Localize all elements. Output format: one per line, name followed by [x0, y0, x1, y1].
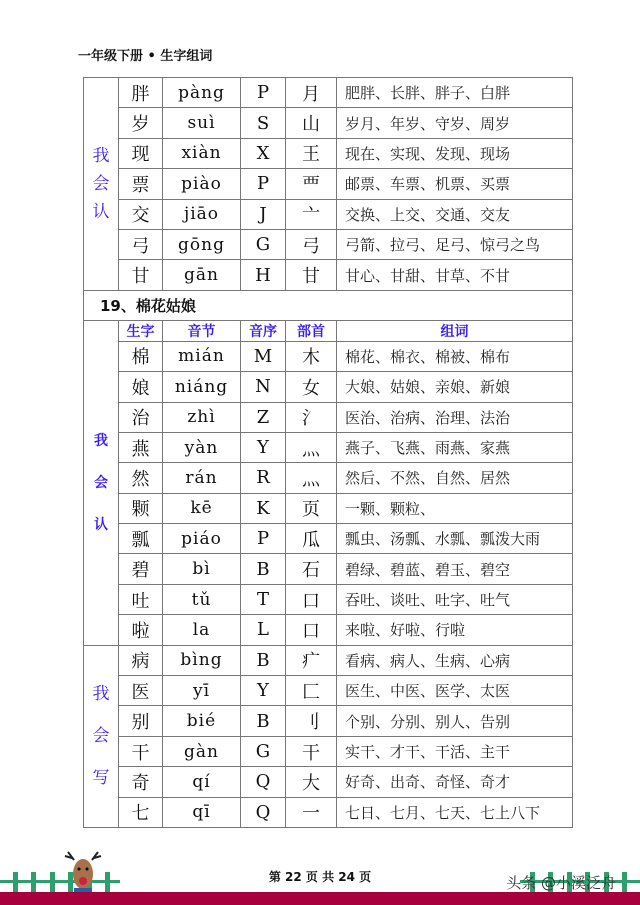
- words-cell: 邮票、车票、机票、买票: [337, 169, 573, 199]
- radical-cell: 石: [286, 554, 337, 584]
- table-row: [84, 138, 573, 168]
- radical-cell: 干: [286, 736, 337, 766]
- order-cell: N: [241, 372, 286, 402]
- order-cell: P: [241, 524, 286, 554]
- order-cell: R: [241, 463, 286, 493]
- group-label-char: 会: [92, 726, 110, 747]
- order-cell: B: [241, 554, 286, 584]
- radical-cell: 女: [286, 372, 337, 402]
- order-cell: P: [241, 78, 286, 108]
- column-header: 组词: [337, 320, 573, 341]
- character-cell: 瓢: [119, 524, 163, 554]
- group-label-char: 我: [92, 145, 110, 166]
- group-label: [84, 645, 119, 827]
- column-header: 生字: [119, 320, 163, 341]
- table-row: [84, 432, 573, 462]
- vocab-table: [83, 77, 573, 828]
- words-cell: 甘心、甘甜、甘草、不甘: [337, 260, 573, 290]
- order-cell: Z: [241, 402, 286, 432]
- character-cell: 娘: [119, 372, 163, 402]
- radical-cell: 口: [286, 584, 337, 614]
- table-row: [84, 463, 573, 493]
- character-cell: 票: [119, 169, 163, 199]
- radical-cell: 疒: [286, 645, 337, 675]
- group-label-char: 写: [92, 768, 110, 789]
- table-row: [84, 736, 573, 766]
- pinyin-cell: jiāo: [163, 199, 241, 229]
- group-label-char: 我: [92, 684, 110, 705]
- radical-cell: 氵: [286, 402, 337, 432]
- words-cell: 个别、分别、别人、告别: [337, 706, 573, 736]
- table-row: [84, 229, 573, 259]
- character-cell: 干: [119, 736, 163, 766]
- character-cell: 别: [119, 706, 163, 736]
- pinyin-cell: suì: [163, 108, 241, 138]
- radical-cell: 灬: [286, 432, 337, 462]
- table-row: [84, 260, 573, 290]
- radical-cell: 木: [286, 341, 337, 371]
- character-cell: 吐: [119, 584, 163, 614]
- order-cell: Q: [241, 797, 286, 827]
- words-cell: 碧绿、碧蓝、碧玉、碧空: [337, 554, 573, 584]
- character-cell: 治: [119, 402, 163, 432]
- pinyin-cell: rán: [163, 463, 241, 493]
- pinyin-cell: zhì: [163, 402, 241, 432]
- order-cell: Y: [241, 676, 286, 706]
- character-cell: 交: [119, 199, 163, 229]
- order-cell: L: [241, 615, 286, 645]
- radical-cell: 页: [286, 493, 337, 523]
- words-cell: 瓢虫、汤瓢、水瓢、瓢泼大雨: [337, 524, 573, 554]
- pinyin-cell: qī: [163, 797, 241, 827]
- table-row: [84, 169, 573, 199]
- character-cell: 弓: [119, 229, 163, 259]
- radical-cell: 匚: [286, 676, 337, 706]
- pinyin-cell: piáo: [163, 524, 241, 554]
- radical-cell: 亠: [286, 199, 337, 229]
- page-header: 一年级下册 • 生字组词: [78, 49, 213, 64]
- table-row: [84, 645, 573, 675]
- pinyin-cell: bì: [163, 554, 241, 584]
- order-cell: G: [241, 229, 286, 259]
- table-row: [84, 402, 573, 432]
- order-cell: M: [241, 341, 286, 371]
- order-cell: P: [241, 169, 286, 199]
- page-number: 第 22 页 共 24 页: [268, 870, 372, 884]
- table-row: [84, 615, 573, 645]
- table-row: [84, 676, 573, 706]
- character-cell: 燕: [119, 432, 163, 462]
- table-row: [84, 78, 573, 108]
- pinyin-cell: qí: [163, 767, 241, 797]
- table-row: [84, 372, 573, 402]
- lesson-title: 19、棉花姑娘: [84, 290, 573, 320]
- table-row: [84, 493, 573, 523]
- words-cell: 好奇、出奇、奇怪、奇才: [337, 767, 573, 797]
- character-cell: 奇: [119, 767, 163, 797]
- footer-strip: [0, 892, 640, 905]
- pinyin-cell: la: [163, 615, 241, 645]
- character-cell: 颗: [119, 493, 163, 523]
- column-header: 音序: [241, 320, 286, 341]
- watermark: 头条 @小溪泛舟: [506, 874, 616, 892]
- character-cell: 现: [119, 138, 163, 168]
- words-cell: 肥胖、长胖、胖子、白胖: [337, 78, 573, 108]
- pinyin-cell: kē: [163, 493, 241, 523]
- character-cell: 七: [119, 797, 163, 827]
- words-cell: 交换、上交、交通、交友: [337, 199, 573, 229]
- group-label-char: 会: [92, 173, 110, 194]
- words-cell: 岁月、年岁、守岁、周岁: [337, 108, 573, 138]
- pinyin-cell: yàn: [163, 432, 241, 462]
- group-label: [84, 78, 119, 291]
- pinyin-cell: xiàn: [163, 138, 241, 168]
- column-headers: [84, 320, 573, 341]
- radical-cell: 山: [286, 108, 337, 138]
- words-cell: 看病、病人、生病、心病: [337, 645, 573, 675]
- table-row: [84, 797, 573, 827]
- radical-cell: 口: [286, 615, 337, 645]
- radical-cell: 覀: [286, 169, 337, 199]
- group-label: [84, 320, 119, 645]
- words-cell: 然后、不然、自然、居然: [337, 463, 573, 493]
- radical-cell: 月: [286, 78, 337, 108]
- pinyin-cell: niáng: [163, 372, 241, 402]
- radical-cell: 瓜: [286, 524, 337, 554]
- order-cell: Q: [241, 767, 286, 797]
- group-label-char: 认: [92, 201, 110, 222]
- radical-cell: 大: [286, 767, 337, 797]
- character-cell: 碧: [119, 554, 163, 584]
- group-label-char: 会: [94, 474, 108, 491]
- words-cell: 吞吐、谈吐、吐字、吐气: [337, 584, 573, 614]
- radical-cell: 王: [286, 138, 337, 168]
- character-cell: 岁: [119, 108, 163, 138]
- radical-cell: 甘: [286, 260, 337, 290]
- pinyin-cell: bié: [163, 706, 241, 736]
- table-row: [84, 554, 573, 584]
- words-cell: 一颗、颗粒、: [337, 493, 573, 523]
- pinyin-cell: tǔ: [163, 584, 241, 614]
- order-cell: G: [241, 736, 286, 766]
- words-cell: 棉花、棉衣、棉被、棉布: [337, 341, 573, 371]
- table-row: [84, 524, 573, 554]
- pinyin-cell: piào: [163, 169, 241, 199]
- column-header: 音节: [163, 320, 241, 341]
- words-cell: 医生、中医、医学、太医: [337, 676, 573, 706]
- table-row: [84, 199, 573, 229]
- words-cell: 七日、七月、七天、七上八下: [337, 797, 573, 827]
- character-cell: 病: [119, 645, 163, 675]
- group-label-char: 认: [94, 516, 108, 533]
- group-label-char: 我: [94, 432, 108, 449]
- character-cell: 胖: [119, 78, 163, 108]
- radical-cell: 刂: [286, 706, 337, 736]
- order-cell: H: [241, 260, 286, 290]
- words-cell: 大娘、姑娘、亲娘、新娘: [337, 372, 573, 402]
- character-cell: 医: [119, 676, 163, 706]
- character-cell: 棉: [119, 341, 163, 371]
- pinyin-cell: bìng: [163, 645, 241, 675]
- order-cell: B: [241, 645, 286, 675]
- pinyin-cell: gàn: [163, 736, 241, 766]
- pinyin-cell: gān: [163, 260, 241, 290]
- character-cell: 然: [119, 463, 163, 493]
- table-row: [84, 706, 573, 736]
- order-cell: K: [241, 493, 286, 523]
- order-cell: S: [241, 108, 286, 138]
- pinyin-cell: yī: [163, 676, 241, 706]
- table-row: [84, 341, 573, 371]
- character-cell: 啦: [119, 615, 163, 645]
- radical-cell: 一: [286, 797, 337, 827]
- radical-cell: 灬: [286, 463, 337, 493]
- character-cell: 甘: [119, 260, 163, 290]
- radical-cell: 弓: [286, 229, 337, 259]
- words-cell: 弓箭、拉弓、足弓、惊弓之鸟: [337, 229, 573, 259]
- words-cell: 医治、治病、治理、法治: [337, 402, 573, 432]
- order-cell: T: [241, 584, 286, 614]
- words-cell: 来啦、好啦、行啦: [337, 615, 573, 645]
- words-cell: 燕子、飞燕、雨燕、家燕: [337, 432, 573, 462]
- words-cell: 实干、才干、干活、主干: [337, 736, 573, 766]
- order-cell: J: [241, 199, 286, 229]
- order-cell: Y: [241, 432, 286, 462]
- table-row: [84, 108, 573, 138]
- table-row: [84, 584, 573, 614]
- pinyin-cell: pàng: [163, 78, 241, 108]
- table-row: [84, 767, 573, 797]
- column-header: 部首: [286, 320, 337, 341]
- words-cell: 现在、实现、发现、现场: [337, 138, 573, 168]
- pinyin-cell: gōng: [163, 229, 241, 259]
- order-cell: X: [241, 138, 286, 168]
- order-cell: B: [241, 706, 286, 736]
- pinyin-cell: mián: [163, 341, 241, 371]
